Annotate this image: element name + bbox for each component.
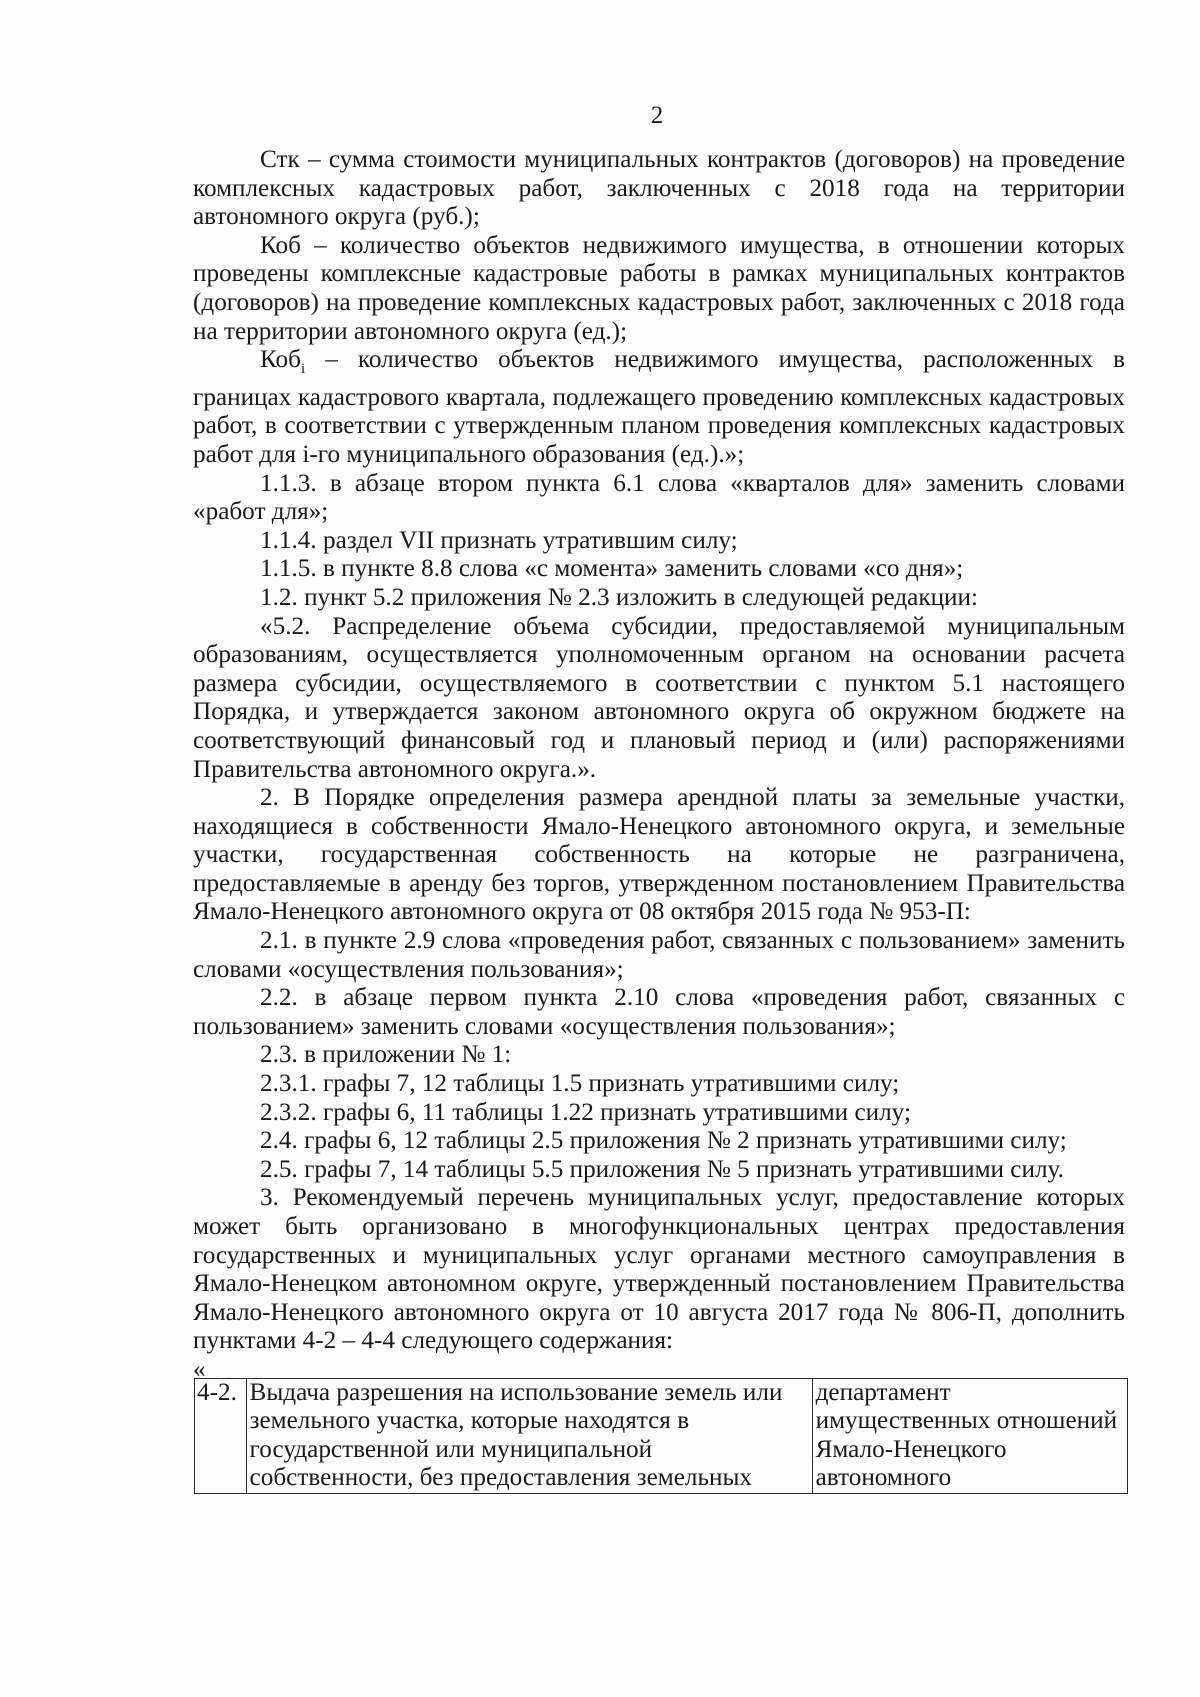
paragraph: 2.3. в приложении № 1:: [260, 1041, 512, 1069]
paragraph-rest: – количество объектов недвижимого имущества, расположенных в границах кадастрового квартала, подлежащего проведению комплексных кадастровых работ, в соответствии с утвержденным планом проведения комплексных кадастровых работ для i-го муниципального образования (ед.).»;: [193, 346, 1125, 468]
paragraph-term-subscript: i: [300, 361, 306, 378]
quote-open-mark: «: [193, 1355, 206, 1383]
paragraph: «5.2. Распределение объема субсидии, предоставляемой муниципальным образованиям, осуществляется уполномоченным органом на основании расчета размера субсидии, осуществляемого в соответствии с пунктом 5.1 настоящего Порядка, и утверждается законом автономного округа об окружном бюджете на соответствующий финансовый год и плановый период и (или) распоряжениями Правительства автономного округа.».: [193, 612, 1125, 783]
table-row: [195, 1378, 1128, 1493]
paragraph: 2.3.1. графы 7, 12 таблицы 1.5 признать утратившими силу;: [260, 1070, 900, 1098]
paragraph: 3. Рекомендуемый перечень муниципальных услуг, предоставление которых может быть организовано в многофункциональных центрах предоставления государственных и муниципальных услуг органами местного самоуправления в Ямало-Ненецком автономном округе, утвержденный постановлением Правительства Ямало-Ненецкого автономного округа от 10 августа 2017 года № 806-П, дополнить пунктами 4-2 – 4-4 следующего содержания:: [193, 1184, 1125, 1355]
table-cell-service-name: Выдача разрешения на использование земель или земельного участка, которые находятся в государственной или муниципальной собственности, без предоставления земельных: [246, 1378, 812, 1493]
page-number: 2: [650, 102, 664, 129]
paragraph: 2.5. графы 7, 14 таблицы 5.5 приложения № 5 признать утратившими силу.: [260, 1155, 1064, 1183]
document-body: [193, 146, 1125, 1494]
paragraph: 1.1.5. в пункте 8.8 слова «с момента» заменить словами «со дня»;: [260, 555, 964, 583]
services-table: [194, 1378, 1128, 1494]
paragraph: 1.1.3. в абзаце втором пункта 6.1 слова «кварталов для» заменить словами «работ для»;: [193, 469, 1125, 526]
paragraph: 2. В Порядке определения размера арендной платы за земельные участки, находящиеся в собственности Ямало-Ненецкого автономного округа, и земельные участки, государственная собственность на которые не разграничена, предоставляемые в аренду без торгов, утвержденном постановлением Правительства Ямало-Ненецкого автономного округа от 08 октября 2015 года № 953-П:: [193, 784, 1125, 926]
paragraph: [193, 346, 1125, 469]
paragraph: Стк – сумма стоимости муниципальных контрактов (договоров) на проведение комплексных кадастровых работ, заключенных с 2018 года на территории автономного округа (руб.);: [193, 146, 1125, 231]
table-cell-department: департамент имущественных отношений Ямало-Ненецкого автономного: [812, 1378, 1127, 1493]
paragraph-term: Коб: [260, 346, 301, 374]
table-cell-number: 4-2.: [195, 1378, 247, 1493]
paragraph: Коб – количество объектов недвижимого имущества, в отношении которых проведены комплексные кадастровые работы в рамках муниципальных контрактов (договоров) на проведение комплексных кадастровых работ, заключенных с 2018 года на территории автономного округа (ед.);: [193, 231, 1125, 345]
paragraph: 1.2. пункт 5.2 приложения № 2.3 изложить в следующей редакции:: [260, 583, 979, 611]
paragraph: 1.1.4. раздел VII признать утратившим силу;: [260, 526, 738, 554]
paragraph: 2.4. графы 6, 12 таблицы 2.5 приложения № 2 признать утратившими силу;: [260, 1127, 1067, 1155]
paragraph: 2.3.2. графы 6, 11 таблицы 1.22 признать утратившими силу;: [260, 1098, 911, 1126]
paragraph: 2.1. в пункте 2.9 слова «проведения работ, связанных с пользованием» заменить словами «осуществления пользования»;: [193, 927, 1125, 983]
paragraph: 2.2. в абзаце первом пункта 2.10 слова «проведения работ, связанных с пользованием» заменить словами «осуществления пользования»;: [193, 984, 1125, 1040]
